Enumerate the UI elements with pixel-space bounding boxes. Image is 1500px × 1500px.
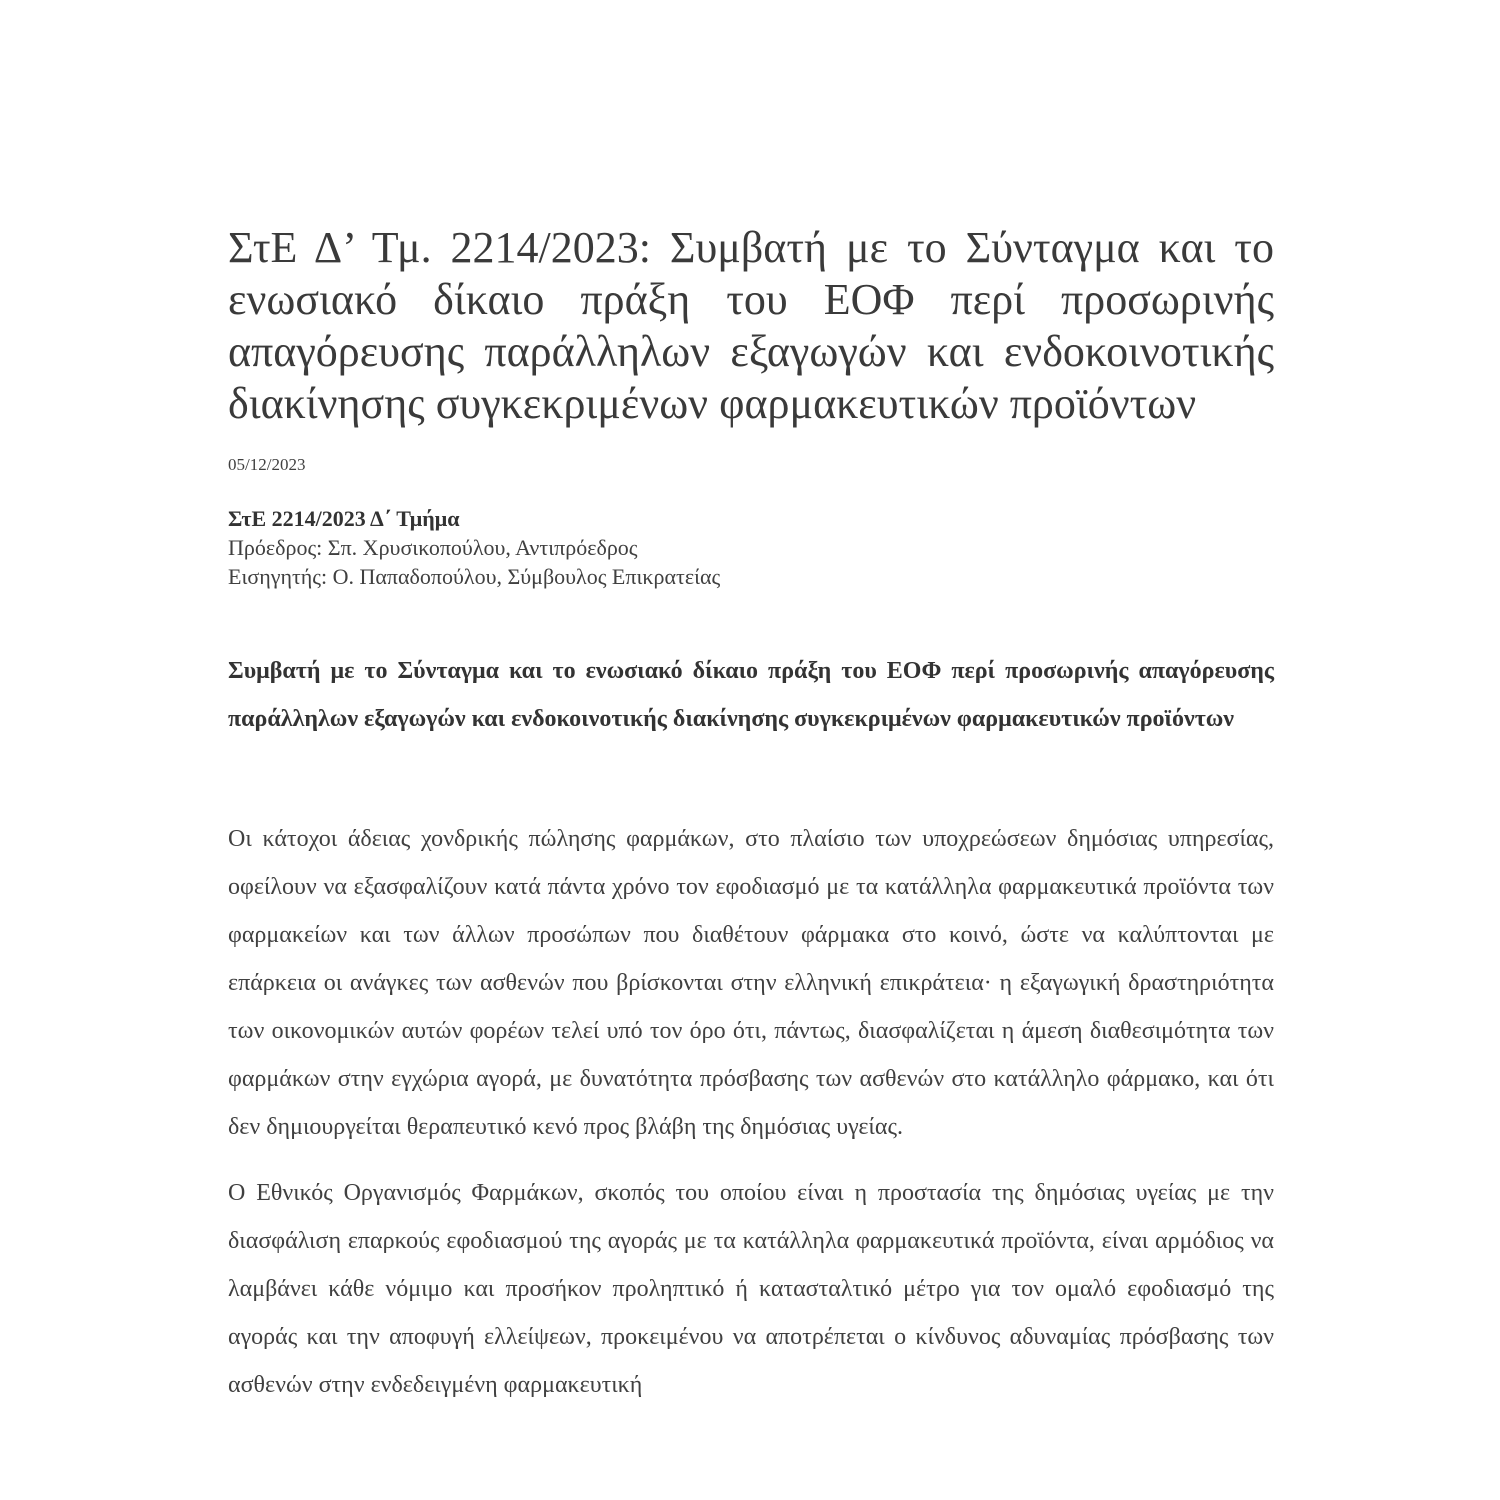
case-president: Πρόεδρος: Σπ. Χρυσικοπούλου, Αντιπρόεδρος (228, 535, 638, 560)
paragraph: Οι κάτοχοι άδειας χονδρικής πώλησης φαρμάκων, στο πλαίσιο των υποχρεώσεων δημόσιας υπηρεσίας, οφείλουν να εξασφαλίζουν κατά πάντα χρόνο τον εφοδιασμό με τα κατάλληλα φαρμακευτικά προϊόντα των φαρμακείων και των άλλων προσώπων που διαθέτουν φάρμακα στο κοινό, ώστε να καλύπτονται με επάρκεια οι ανάγκες των ασθενών που βρίσκονται στην ελληνική επικράτεια· η εξαγωγική δραστηριότητα των οικονομικών αυτών φορέων τελεί υπό τον όρο ότι, πάντως, διασφαλίζεται η άμεση διαθεσιμότητα των φαρμάκων στην εγχώρια αγορά, με δυνατότητα πρόσβασης των ασθενών στο κατάλληλο φάρμακο, και ότι δεν δημιουργείται θεραπευτικό κενό προς βλάβη της δημόσιας υγείας. (228, 826, 1274, 1140)
paragraph: Ο Εθνικός Οργανισμός Φαρμάκων, σκοπός του οποίου είναι η προστασία της δημόσιας υγείας με την διασφάλιση επαρκούς εφοδιασμού της αγοράς με τα κατάλληλα φαρμακευτικά προϊόντα, είναι αρμόδιος να λαμβάνει κάθε νόμιμο και προσήκον προληπτικό ή κατασταλτικό μέτρο για τον ομαλό εφοδιασμό της αγοράς και την αποφυγή ελλείψεων, προκειμένου να αποτρέπεται ο κίνδυνος αδυναμίας πρόσβασης των ασθενών στην ενδεδειγμένη φαρμακευτική (228, 1180, 1274, 1398)
document-page (228, 222, 1274, 1427)
case-number: ΣτΕ 2214/2023 Δ΄ Τμήμα (228, 506, 460, 531)
page-title: ΣτΕ Δ’ Τμ. 2214/2023: Συμβατή με το Σύνταγμα και το ενωσιακό δίκαιο πράξη του ΕΟΦ περί προσωρινής απαγόρευσης παράλληλων εξαγωγών και ενδοκοινοτικής διακίνησης συγκεκριμένων φαρμακευτικών προϊόντων (228, 223, 1274, 428)
decision-summary: Συμβατή με το Σύνταγμα και το ενωσιακό δίκαιο πράξη του ΕΟΦ περί προσωρινής απαγόρευσης παράλληλων εξαγωγών και ενδοκοινοτικής διακίνησης συγκεκριμένων φαρμακευτικών προϊόντων (228, 658, 1274, 732)
publication-date: 05/12/2023 (228, 455, 306, 474)
case-rapporteur: Εισηγητής: Ο. Παπαδοπούλου, Σύμβουλος Επικρατείας (228, 564, 721, 589)
body-text (228, 815, 1274, 1409)
case-info (228, 504, 1274, 591)
